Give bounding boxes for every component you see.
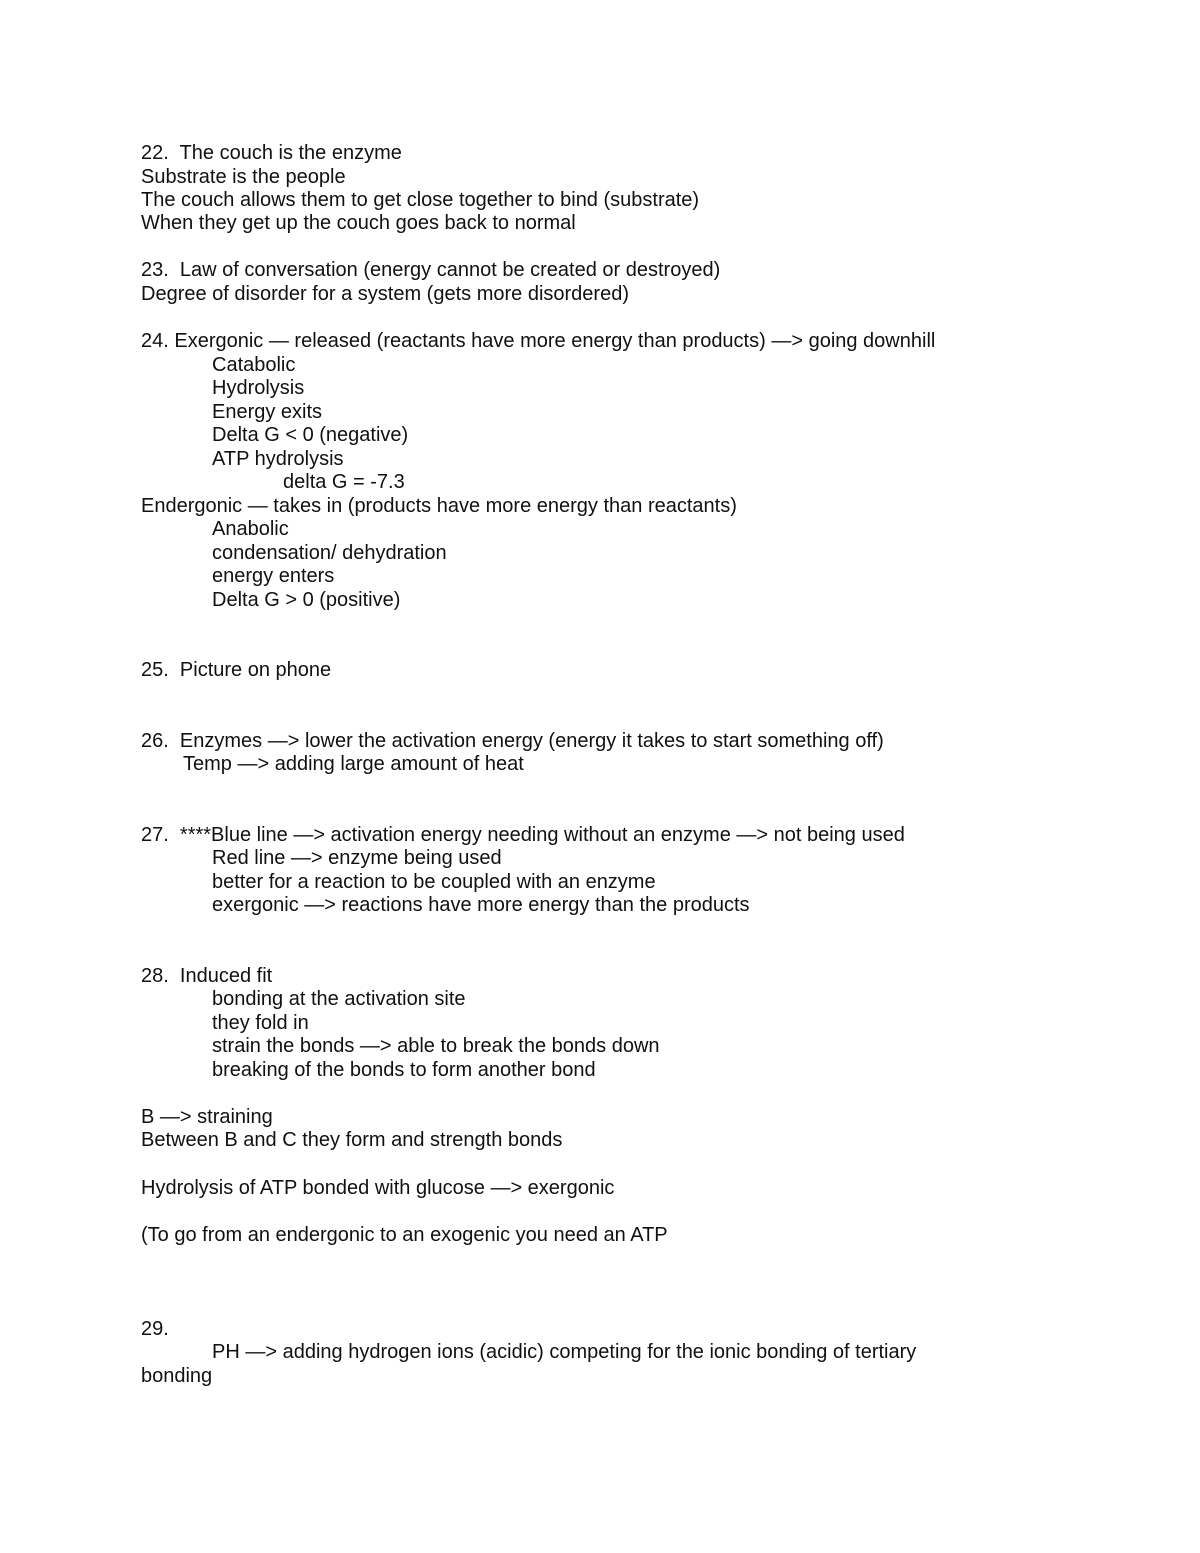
text-line: Delta G > 0 (positive) <box>212 589 401 611</box>
text-line: The couch allows them to get close together to bind (substrate) <box>141 189 700 211</box>
text-line: Red line —> enzyme being used <box>212 847 502 869</box>
text-line: Catabolic <box>212 354 296 376</box>
text-line: breaking of the bonds to form another bond <box>212 1059 596 1081</box>
text-line: strain the bonds —> able to break the bonds down <box>212 1035 660 1057</box>
text-line: bonding at the activation site <box>212 988 466 1010</box>
text-line: they fold in <box>212 1012 309 1034</box>
text-line: delta G = -7.3 <box>283 471 405 493</box>
text-line-q22: 22. The couch is the enzyme <box>141 142 402 164</box>
text-line-q23: 23. Law of conversation (energy cannot be created or destroyed) <box>141 259 721 281</box>
text-line-q24: 24. Exergonic — released (reactants have more energy than products) —> going downhill <box>141 330 936 352</box>
text-line: (To go from an endergonic to an exogenic you need an ATP <box>141 1224 668 1246</box>
text-line: ATP hydrolysis <box>212 448 344 470</box>
text-line: energy enters <box>212 565 335 587</box>
text-line-q28: 28. Induced fit <box>141 965 273 987</box>
text-line: Energy exits <box>212 401 323 423</box>
text-line-q26: 26. Enzymes —> lower the activation energy (energy it takes to start something off) <box>141 730 884 752</box>
text-line: When they get up the couch goes back to normal <box>141 212 576 234</box>
text-line: Anabolic <box>212 518 289 540</box>
text-line: better for a reaction to be coupled with an enzyme <box>212 871 656 893</box>
text-line-q27: 27. ****Blue line —> activation energy needing without an enzyme —> not being used <box>141 824 905 846</box>
text-line: exergonic —> reactions have more energy than the products <box>212 894 750 916</box>
text-line: Endergonic — takes in (products have more energy than reactants) <box>141 495 737 517</box>
text-line-q29: 29. <box>141 1318 169 1340</box>
text-line: Hydrolysis of ATP bonded with glucose —> exergonic <box>141 1177 615 1199</box>
text-line: Between B and C they form and strength bonds <box>141 1129 563 1151</box>
text-line: Degree of disorder for a system (gets more disordered) <box>141 283 629 305</box>
text-line: bonding <box>141 1365 213 1387</box>
text-line: Delta G < 0 (negative) <box>212 424 409 446</box>
text-line: B —> straining <box>141 1106 273 1128</box>
text-line: PH —> adding hydrogen ions (acidic) competing for the ionic bonding of tertiary <box>212 1341 917 1363</box>
text-line-q25: 25. Picture on phone <box>141 659 332 681</box>
text-line: Substrate is the people <box>141 166 346 188</box>
text-line: Temp —> adding large amount of heat <box>183 753 524 775</box>
text-line: Hydrolysis <box>212 377 305 399</box>
text-line: condensation/ dehydration <box>212 542 447 564</box>
